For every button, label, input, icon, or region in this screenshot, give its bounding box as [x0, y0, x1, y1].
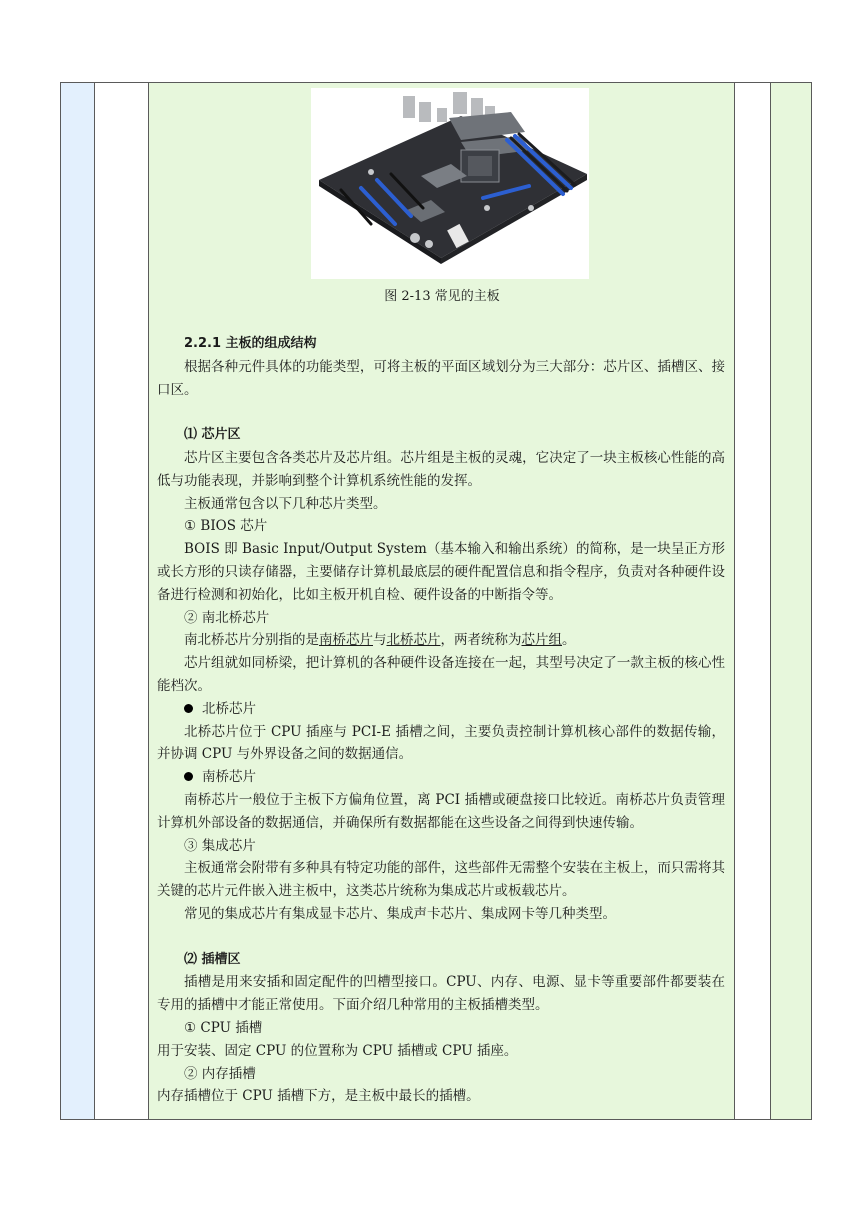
bridge-text-mid: 与: [373, 632, 387, 649]
south-bridge-title-text: 南桥芯片: [202, 769, 256, 786]
bridge-title: ② 南北桥芯片: [184, 609, 270, 626]
bios-title: ① BIOS 芯片: [184, 518, 268, 535]
bridge-text-end: 。: [562, 632, 576, 649]
bios-text: BOIS 即 Basic Input/Output System（基本输入和输出系统）的简称，是一块呈正方形或长方形的只读存储器，主要储存计算机最底层的硬件配置信息和指令程序，负责对各种硬件设备进行检测和初始化，比如主板开机自检、硬件设备的中断指令等。: [157, 541, 725, 603]
memory-slot-text: 内存插槽位于 CPU 插槽下方，是主板中最长的插槽。: [157, 1088, 480, 1105]
slot-area-heading: ⑵ 插槽区: [184, 951, 241, 967]
north-bridge-title: [157, 698, 725, 721]
figure-caption: 图 2-13 常见的主板: [384, 289, 500, 304]
cpu-slot-text: 用于安装、固定 CPU 的位置称为 CPU 插槽或 CPU 插座。: [157, 1042, 518, 1059]
content-cell: [149, 83, 735, 1119]
right-margin-column: [771, 83, 811, 1119]
integrated-text-2: 常见的集成芯片有集成显卡芯片、集成声卡芯片、集成网卡等几种类型。: [184, 905, 616, 922]
north-bridge-title-text: 北桥芯片: [202, 700, 256, 717]
south-bridge-title: [157, 766, 725, 789]
cpu-slot-title: ① CPU 插槽: [184, 1019, 263, 1036]
south-bridge-text: 南桥芯片一般位于主板下方偏角位置，离 PCI 插槽或硬盘接口比较近。南桥芯片负责管理计算机外部设备的数据通信，并确保所有数据都能在这些设备之间得到快速传输。: [157, 791, 725, 831]
intro-paragraph: 根据各种元件具体的功能类型，可将主板的平面区域划分为三大部分：芯片区、插槽区、接口区。: [157, 358, 725, 398]
integrated-title: ③ 集成芯片: [184, 837, 256, 854]
label-column: [95, 83, 149, 1119]
right-label-column: [735, 83, 771, 1119]
left-margin-column: [61, 83, 95, 1119]
bullet-icon: [184, 704, 193, 713]
memory-slot-title: ② 内存插槽: [184, 1065, 256, 1082]
chipset-link[interactable]: 芯片组: [521, 632, 562, 649]
south-bridge-link[interactable]: 南桥芯片: [319, 632, 373, 649]
bridge-text-pre: 南北桥芯片分别指的是: [184, 632, 319, 649]
chip-area-p2: 主板通常包含以下几种芯片类型。: [184, 495, 387, 512]
section-heading: 2.2.1 主板的组成结构: [184, 336, 317, 351]
motherboard-photo: [311, 88, 589, 279]
page-table: [60, 82, 812, 1120]
integrated-text-1: 主板通常会附带有多种具有特定功能的部件，这些部件无需整个安装在主板上，而只需将其关键的芯片元件嵌入进主板中，这类芯片统称为集成芯片或板载芯片。: [157, 860, 725, 900]
bridge-text-2: 芯片组就如同桥梁，把计算机的各种硬件设备连接在一起，其型号决定了一款主板的核心性能档次。: [157, 655, 725, 694]
chip-area-p1: 芯片区主要包含各类芯片及芯片组。芯片组是主板的灵魂，它决定了一块主板核心性能的高低与功能表现，并影响到整个计算机系统性能的发挥。: [157, 449, 725, 489]
bridge-text-mid2: ，两者统称为: [440, 632, 522, 649]
north-bridge-link[interactable]: 北桥芯片: [386, 632, 441, 649]
north-bridge-text: 北桥芯片位于 CPU 插座与 PCI-E 插槽之间，主要负责控制计算机核心部件的数据传输，并协调 CPU 与外界设备之间的数据通信。: [157, 723, 725, 763]
bullet-icon: [184, 772, 193, 781]
content-column: [149, 83, 735, 1119]
bridge-text: [157, 629, 725, 652]
body-text: [157, 333, 725, 1108]
slot-area-p1: 插槽是用来安插和固定配件的凹槽型接口。CPU、内存、电源、显卡等重要部件都要装在专用的插槽中才能正常使用。下面介绍几种常用的主板插槽类型。: [157, 974, 725, 1014]
chip-area-heading: ⑴ 芯片区: [184, 427, 241, 443]
